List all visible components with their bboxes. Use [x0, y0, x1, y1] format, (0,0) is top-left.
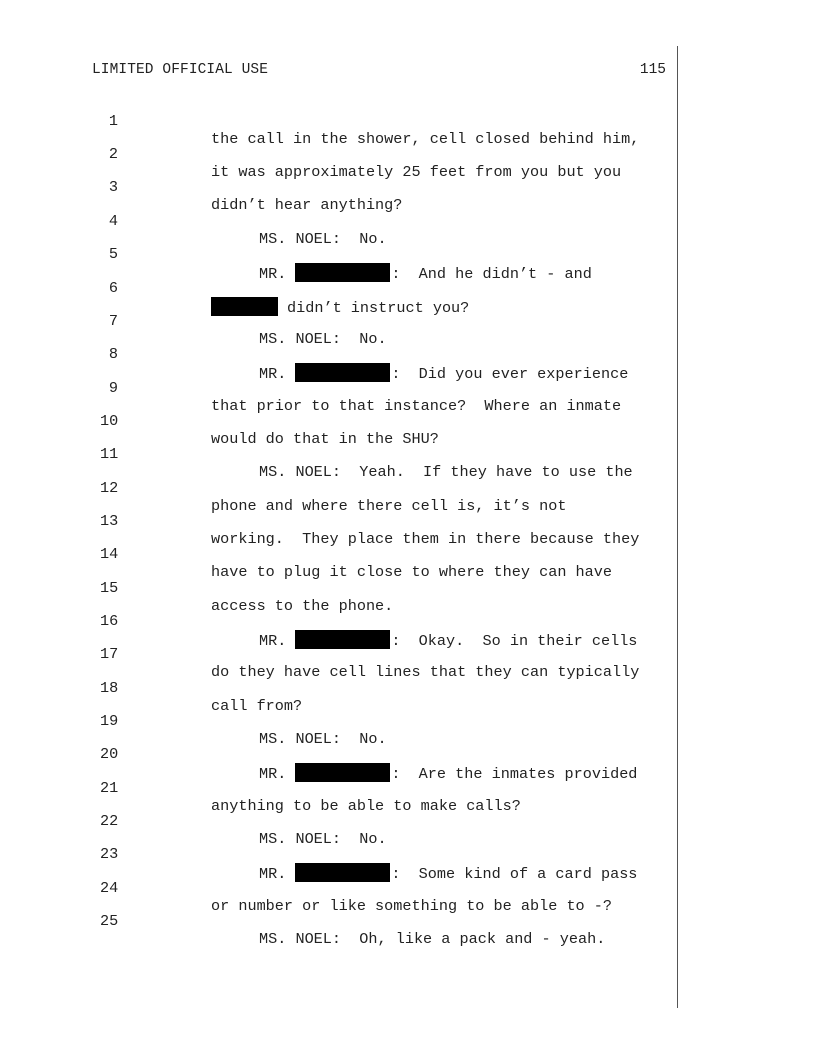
- line-number: 19: [100, 712, 119, 730]
- transcript-line: [0, 894, 676, 948]
- transcript-line: [0, 627, 676, 681]
- line-text: or number or like something to be able to -?: [211, 897, 613, 915]
- line-text: call from?: [211, 697, 303, 715]
- transcript-line: [0, 761, 676, 815]
- line-number: 10: [100, 412, 119, 430]
- speaker-prefix: MR.: [259, 765, 287, 783]
- line-number: 13: [100, 512, 119, 530]
- transcript-line: [0, 427, 676, 481]
- line-number: 1: [108, 112, 118, 130]
- speaker-prefix: MR.: [259, 865, 287, 883]
- speaker-prefix: MR.: [259, 632, 287, 650]
- transcript-line: [0, 461, 676, 515]
- line-number: 4: [108, 212, 118, 230]
- transcript-line: [0, 494, 676, 548]
- line-remainder: : Okay. So in their cells: [391, 632, 638, 650]
- line-number: 6: [108, 279, 118, 297]
- line-number: 7: [108, 312, 118, 330]
- line-number: 16: [100, 612, 119, 630]
- transcript-line: [0, 394, 676, 448]
- line-remainder: : Are the inmates provided: [391, 765, 638, 783]
- line-number: 3: [108, 178, 118, 196]
- line-text: anything to be able to make calls?: [211, 797, 521, 815]
- line-number: 12: [100, 479, 119, 497]
- line-remainder: didn’t instruct you?: [287, 299, 470, 317]
- line-remainder: : Some kind of a card pass: [391, 865, 638, 883]
- line-number: 5: [108, 245, 118, 263]
- line-number: 11: [100, 445, 119, 463]
- line-text: access to the phone.: [211, 597, 394, 615]
- line-remainder: : Did you ever experience: [391, 365, 629, 383]
- transcript-line: [0, 227, 676, 283]
- line-number: 8: [108, 345, 118, 363]
- line-number: 20: [100, 745, 119, 763]
- line-text: working. They place them in there because they: [211, 530, 640, 548]
- transcript-line: [0, 594, 676, 650]
- page-number: 115: [639, 62, 666, 78]
- line-text: have to plug it close to where they can have: [211, 563, 613, 581]
- line-text: MS. NOEL: No.: [259, 730, 387, 748]
- line-remainder: : And he didn’t - and: [391, 265, 592, 283]
- line-number: 9: [108, 379, 118, 397]
- transcript-line: [0, 194, 676, 248]
- line-number: 18: [100, 679, 119, 697]
- line-number: 21: [100, 779, 119, 797]
- line-text: MS. NOEL: Oh, like a pack and - yeah.: [259, 930, 606, 948]
- transcript-line: [0, 294, 676, 348]
- transcript-line: [0, 261, 676, 317]
- line-number: 15: [100, 579, 119, 597]
- transcript-line: [0, 160, 676, 214]
- line-text: didn’t hear anything?: [211, 196, 403, 214]
- line-number: 23: [100, 845, 119, 863]
- line-number: 25: [100, 912, 119, 930]
- transcript-line: [0, 94, 676, 148]
- transcript-line: [0, 827, 676, 883]
- line-number: 14: [100, 545, 119, 563]
- line-number: 22: [100, 812, 119, 830]
- right-margin-rule: [677, 46, 678, 1008]
- transcript-line: [0, 727, 676, 783]
- line-text: do they have cell lines that they can typically: [211, 663, 640, 681]
- transcript-line: [0, 661, 676, 715]
- line-text: the call in the shower, cell closed behind him,: [211, 130, 640, 148]
- line-number: 17: [100, 645, 119, 663]
- speaker-prefix: MR.: [259, 365, 287, 383]
- transcript-line: [0, 694, 676, 748]
- line-text: that prior to that instance? Where an inmate: [211, 397, 622, 415]
- speaker-prefix: MR.: [259, 265, 287, 283]
- transcript-line: [0, 794, 676, 848]
- line-text: it was approximately 25 feet from you but you: [211, 163, 622, 181]
- transcript-line: [0, 561, 676, 615]
- transcript-line: [0, 861, 676, 915]
- line-text: phone and where there cell is, it’s not: [211, 497, 567, 515]
- transcript-line: [0, 127, 676, 181]
- transcript-line: [0, 361, 676, 415]
- line-number: 24: [100, 879, 119, 897]
- transcript-line: [0, 327, 676, 383]
- transcript-line: [0, 527, 676, 581]
- line-number: 2: [108, 145, 118, 163]
- classification-header: LIMITED OFFICIAL USE: [92, 62, 269, 78]
- line-text: MS. NOEL: Yeah. If they have to use the: [259, 463, 633, 481]
- line-text: would do that in the SHU?: [211, 430, 439, 448]
- line-text: MS. NOEL: No.: [259, 330, 387, 348]
- line-text: MS. NOEL: No.: [259, 230, 387, 248]
- line-text: MS. NOEL: No.: [259, 830, 387, 848]
